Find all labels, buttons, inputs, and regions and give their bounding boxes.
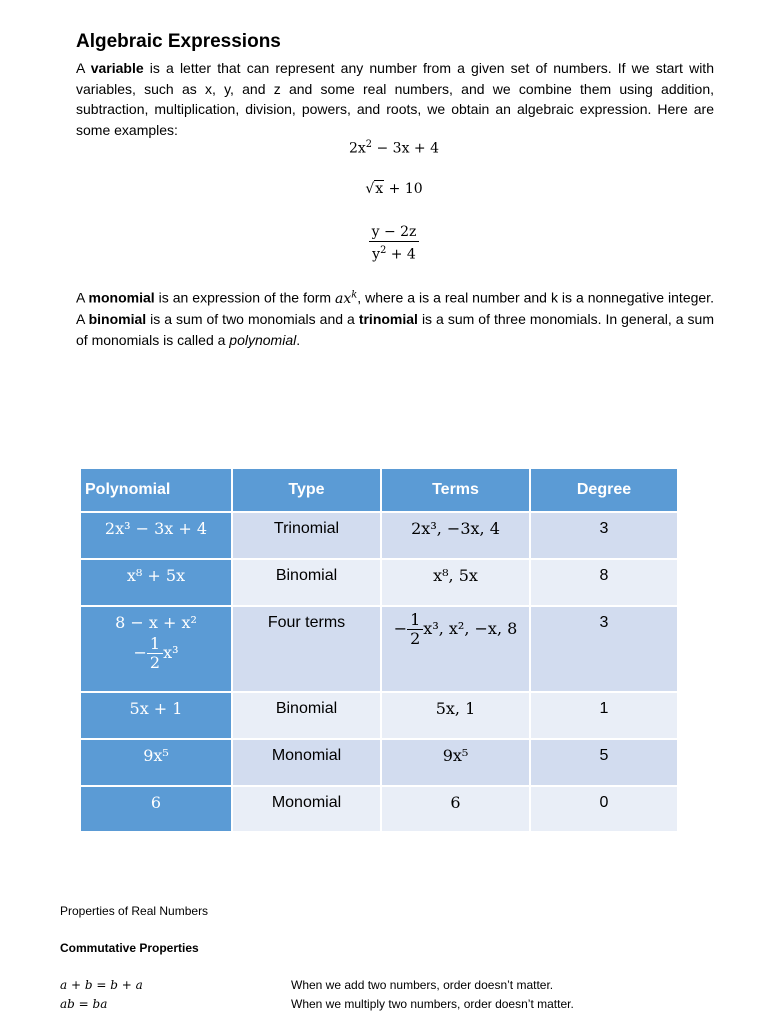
cell-degree [530,559,678,606]
polynomial-expression: x⁸ + 5x [126,566,186,585]
polynomial-expression [81,607,231,672]
terms-list: x³, x², −x, 8 [423,619,518,638]
subsection-title: Commutative Properties [60,941,199,955]
cell-polynomial [81,559,232,606]
text: . [296,331,301,348]
fraction-numerator: 1 [407,611,423,630]
type-value: Monomial [271,794,342,811]
monomial-paragraph [76,285,714,350]
term-value: x³ [163,643,179,662]
header-polynomial: Polynomial [81,469,232,512]
cell-terms [381,512,530,559]
fraction-numerator: y − 2z [369,223,420,242]
degree-value: 8 [599,567,609,584]
header-degree: Degree [530,469,678,512]
radicand: x [375,181,384,197]
cell-type [232,786,381,832]
denominator-exponent: 2 [380,245,387,256]
text: is an expression of the form [154,289,336,306]
intro-paragraph [76,58,714,140]
example-polynomial [0,139,768,157]
terms-value: 6 [450,793,461,812]
degree-value: 1 [599,700,609,717]
monomial-form [335,291,357,307]
text: A [76,289,89,306]
term-binomial: binomial [88,311,147,328]
page-title: Algebraic Expressions [76,31,281,52]
polynomial-expression: 5x + 1 [129,699,183,718]
example-1-base: 2x [348,140,366,157]
monomial-form-exponent: k [351,289,358,300]
cell-degree [530,739,678,786]
intro-text-end: is a letter that can represent any number from a given set of numbers. If we start with variables, such as x, y, and z and some real numbers, and we combine them using addition, subtraction, multiplication, division, powers, and roots, we obtain an algebraic expression. Here are some examples: [76,60,714,138]
cell-terms [381,606,530,692]
degree-value: 3 [599,614,609,631]
table-row [81,559,678,606]
polynomial-expression: 2x³ − 3x + 4 [104,519,208,538]
table-row [81,739,678,786]
cell-degree [530,692,678,739]
type-value: Binomial [275,567,338,584]
fraction [407,611,423,648]
monomial-form-base: ax [335,290,352,307]
denominator-rest: + 4 [386,246,416,263]
header-type: Type [232,469,381,512]
fraction [147,635,163,672]
cell-terms [381,739,530,786]
law-formula: ab = ba [60,997,108,1011]
cell-type [232,512,381,559]
radical-sign: √ [365,181,375,197]
cell-terms [381,559,530,606]
type-value: Monomial [271,747,342,764]
cell-degree [530,606,678,692]
cell-polynomial [81,606,232,692]
degree-value: 0 [599,794,609,811]
cell-polynomial [81,512,232,559]
table-row [81,606,678,692]
section-title: Properties of Real Numbers [60,904,209,918]
cell-terms [381,786,530,832]
cell-type [232,559,381,606]
term-trinomial: trinomial [358,311,418,328]
law-note: When we add two numbers, order doesn’t matter. [291,978,554,992]
example-1-rest: − 3x + 4 [372,140,440,157]
degree-value: 5 [599,747,609,764]
polynomial-expression: 9x⁵ [143,746,169,765]
terms-value: x⁸, 5x [433,566,478,585]
polynomial-line-2 [81,635,231,672]
fraction-denominator: 2 [410,629,421,648]
polynomial-table [81,469,679,833]
term-polynomial: polynomial [229,331,297,348]
example-1-exponent: 2 [365,139,373,150]
term-variable: variable [90,60,144,76]
type-value: Trinomial [273,520,340,537]
terms-value: 9x⁵ [442,746,469,765]
cell-type [232,606,381,692]
fraction-denominator [369,242,419,264]
header-terms: Terms [381,469,530,512]
table-row [81,692,678,739]
cell-type [232,739,381,786]
minus-sign: − [133,643,147,662]
type-value: Four terms [267,614,346,631]
fraction-denominator: 2 [149,653,161,672]
cell-polynomial [81,786,232,832]
cell-polynomial [81,739,232,786]
terms-value: 5x, 1 [435,699,476,718]
type-value: Binomial [275,700,338,717]
term-monomial: monomial [88,289,155,306]
cell-degree [530,512,678,559]
degree-value: 3 [599,520,609,537]
law-formula: a + b = b + a [60,978,143,992]
terms-value [382,607,529,648]
polynomial-line-1: 8 − x + x² [115,613,197,632]
cell-terms [381,692,530,739]
table-header-row [81,469,678,512]
example-radical [0,181,768,197]
minus-sign: − [393,619,408,638]
intro-text-start: A [76,60,91,76]
terms-value: 2x³, −3x, 4 [411,519,500,538]
example-2-rest: + 10 [384,181,423,197]
text: , where a is a real number and k is a nonnegative integer. A [76,289,714,328]
denominator-base: y [372,246,381,263]
polynomial-expression: 6 [150,793,162,812]
text: is a sum of three monomials. In general, a sum of monomials is called a [76,311,714,348]
table-row [81,512,678,559]
cell-type [232,692,381,739]
table-row [81,786,678,832]
cell-polynomial [81,692,232,739]
fraction-numerator: 1 [147,635,163,654]
fraction [369,223,420,264]
example-fraction [0,223,768,264]
text: is a sum of two monomials and a [146,311,359,328]
law-note: When we multiply two numbers, order doesn’t matter. [291,997,574,1011]
cell-degree [530,786,678,832]
